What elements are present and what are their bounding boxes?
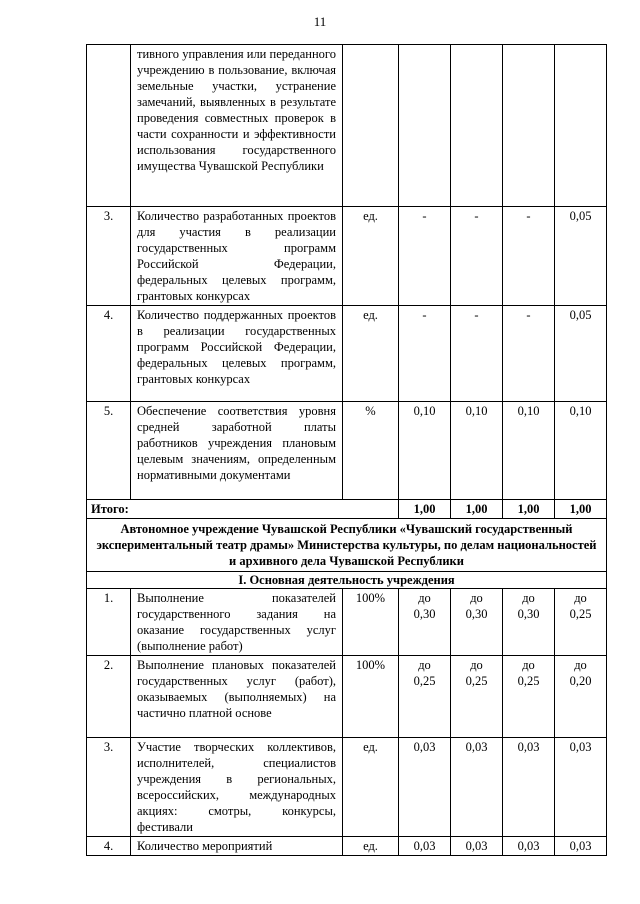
value-number: 0,30 [413, 607, 436, 621]
value-prefix: до [418, 591, 431, 605]
row-value-4 [555, 45, 607, 207]
value-prefix: до [418, 658, 431, 672]
row-description: Количество мероприятий [131, 837, 343, 856]
institution-header: Автономное учреждение Чувашской Республики «Чувашский государственный экспериментальный театр драмы» Министерства культуры, по делам национальностей и архивного дела Чувашской Республики [87, 519, 607, 572]
row-unit: ед. [343, 738, 399, 837]
row-value-2: - [451, 207, 503, 306]
row-description: Выполнение плановых показателей государственных услуг (работ), оказываемых (выполняемых) на частично платной основе [131, 656, 343, 738]
total-value-4: 1,00 [555, 500, 607, 519]
value-number: 0,25 [413, 674, 436, 688]
section-header-row [87, 572, 607, 589]
row-number: 2. [87, 656, 131, 738]
row-value-2 [451, 589, 503, 656]
row-unit: 100% [343, 656, 399, 738]
value-prefix: до [574, 591, 587, 605]
table-row [87, 837, 607, 856]
row-unit: 100% [343, 589, 399, 656]
row-description: Обеспечение соответствия уровня средней заработной платы работников учреждения плановым целевым значениям, определенным нормативными документами [131, 402, 343, 500]
row-value-3: - [503, 207, 555, 306]
value-prefix: до [522, 591, 535, 605]
row-value-2: 0,10 [451, 402, 503, 500]
indicators-table [86, 44, 607, 856]
page-number: 11 [313, 14, 327, 29]
row-value-4: 0,05 [555, 306, 607, 402]
row-value-1: - [399, 306, 451, 402]
table-row [87, 207, 607, 306]
row-unit: ед. [343, 207, 399, 306]
row-unit: % [343, 402, 399, 500]
value-prefix: до [522, 658, 535, 672]
row-number: 3. [87, 738, 131, 837]
total-value-3: 1,00 [503, 500, 555, 519]
row-value-2: 0,03 [451, 837, 503, 856]
total-label: Итого: [87, 500, 399, 519]
row-value-4 [555, 589, 607, 656]
row-value-1: - [399, 207, 451, 306]
row-value-1 [399, 45, 451, 207]
row-value-4: 0,10 [555, 402, 607, 500]
row-description: Количество разработанных проектов для участия в реализации государственных программ Российской Федерации, федеральных целевых программ, грантовых конкурсах [131, 207, 343, 306]
row-number: 4. [87, 306, 131, 402]
table-row [87, 306, 607, 402]
row-value-1: 0,03 [399, 738, 451, 837]
row-value-4: 0,03 [555, 837, 607, 856]
row-value-4: 0,03 [555, 738, 607, 837]
row-value-2 [451, 45, 503, 207]
total-row [87, 500, 607, 519]
table-row [87, 738, 607, 837]
row-value-1: 0,03 [399, 837, 451, 856]
row-value-3 [503, 656, 555, 738]
table-row [87, 45, 607, 207]
total-value-1: 1,00 [399, 500, 451, 519]
row-number [87, 45, 131, 207]
section-header: I. Основная деятельность учреждения [87, 572, 607, 589]
row-description: тивного управления или переданного учреждению в пользование, включая земельные участки, устранение замечаний, выявленных в результате проведения совместных проверок в части сохранности и эффективности использования государственного имущества Чувашской Республики [131, 45, 343, 207]
value-number: 0,20 [569, 674, 592, 688]
value-number: 0,25 [465, 674, 488, 688]
row-value-4 [555, 656, 607, 738]
row-value-3: 0,03 [503, 837, 555, 856]
row-description: Количество поддержанных проектов в реализации государственных программ Российской Федерации, федеральных целевых программ, грантовых конкурсах [131, 306, 343, 402]
row-value-3: - [503, 306, 555, 402]
row-value-4: 0,05 [555, 207, 607, 306]
institution-header-row [87, 519, 607, 572]
value-number: 0,25 [569, 607, 592, 621]
row-value-2 [451, 656, 503, 738]
table-row [87, 402, 607, 500]
row-number: 1. [87, 589, 131, 656]
row-number: 3. [87, 207, 131, 306]
row-unit: ед. [343, 306, 399, 402]
row-value-1: 0,10 [399, 402, 451, 500]
value-number: 0,30 [465, 607, 488, 621]
table-row [87, 589, 607, 656]
row-unit: ед. [343, 837, 399, 856]
row-value-3 [503, 45, 555, 207]
value-prefix: до [470, 658, 483, 672]
row-value-1 [399, 656, 451, 738]
row-value-3: 0,10 [503, 402, 555, 500]
row-value-3: 0,03 [503, 738, 555, 837]
row-unit [343, 45, 399, 207]
row-value-1 [399, 589, 451, 656]
row-description: Выполнение показателей государственного задания на оказание государственных услуг (выполнение работ) [131, 589, 343, 656]
row-value-2: - [451, 306, 503, 402]
value-number: 0,25 [517, 674, 540, 688]
total-value-2: 1,00 [451, 500, 503, 519]
row-value-2: 0,03 [451, 738, 503, 837]
row-description: Участие творческих коллективов, исполнителей, специалистов учреждения в региональных, всероссийских, международных акциях: смотры, конкурсы, фестивали [131, 738, 343, 837]
value-prefix: до [574, 658, 587, 672]
row-number: 4. [87, 837, 131, 856]
row-number: 5. [87, 402, 131, 500]
table-row [87, 656, 607, 738]
row-value-3 [503, 589, 555, 656]
value-prefix: до [470, 591, 483, 605]
value-number: 0,30 [517, 607, 540, 621]
